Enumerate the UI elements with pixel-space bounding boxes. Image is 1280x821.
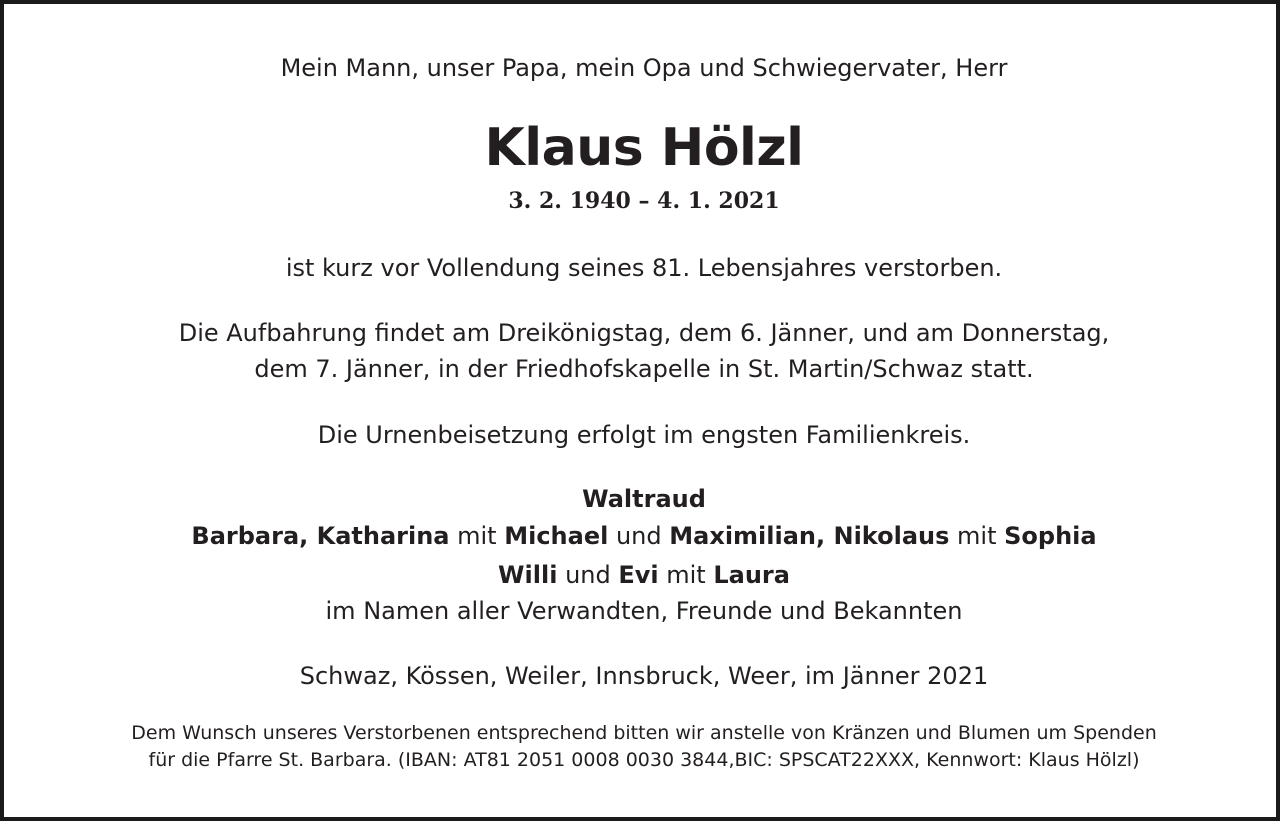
mourner-separator: mit	[949, 522, 1005, 550]
mourners-family-line	[4, 563, 1280, 587]
mourner-separator: mit	[449, 522, 505, 550]
donation-note-line-2: für die Pfarre St. Barbara. (IBAN: AT81 2051 0008 0030 3844,BIC: SPSCAT22XXX, Kennwort: Klaus Hölzl)	[148, 749, 1140, 771]
mourner-names: Sophia	[1004, 522, 1097, 550]
burial-info: Die Urnenbeisetzung erfolgt im engsten Familienkreis.	[317, 421, 971, 449]
mourner-spouse: Waltraud	[582, 485, 706, 513]
mourner-names: Barbara, Katharina	[191, 522, 450, 550]
mourner-names: Maximilian, Nikolaus	[669, 522, 950, 550]
death-announcement: ist kurz vor Vollendung seines 81. Lebensjahres verstorben.	[285, 254, 1003, 282]
intro-line: Mein Mann, unser Papa, mein Opa und Schwiegervater, Herr	[280, 54, 1008, 82]
viewing-info-line-1: Die Aufbahrung findet am Dreikönigstag, dem 6. Jänner, und am Donnerstag,	[178, 319, 1110, 347]
life-dates: 3. 2. 1940 – 4. 1. 2021	[508, 188, 780, 214]
viewing-info-line-2: dem 7. Jänner, in der Friedhofskapelle in St. Martin/Schwaz statt.	[254, 355, 1034, 383]
mourner-separator: und	[557, 561, 619, 589]
mourner-names: Michael	[504, 522, 609, 550]
mourners-on-behalf: im Namen aller Verwandten, Freunde und Bekannten	[325, 597, 963, 625]
mourner-separator: und	[608, 522, 670, 550]
mourner-names: Evi	[618, 561, 659, 589]
mourner-names: Laura	[713, 561, 790, 589]
mourners-children-line	[4, 524, 1280, 548]
mourner-separator: mit	[658, 561, 714, 589]
deceased-name: Klaus Hölzl	[484, 118, 804, 178]
places-and-date: Schwaz, Kössen, Weiler, Innsbruck, Weer, im Jänner 2021	[299, 662, 989, 690]
donation-note-line-1: Dem Wunsch unseres Verstorbenen entsprechend bitten wir anstelle von Kränzen und Blumen um Spenden	[131, 722, 1157, 744]
mourner-names: Willi	[498, 561, 558, 589]
